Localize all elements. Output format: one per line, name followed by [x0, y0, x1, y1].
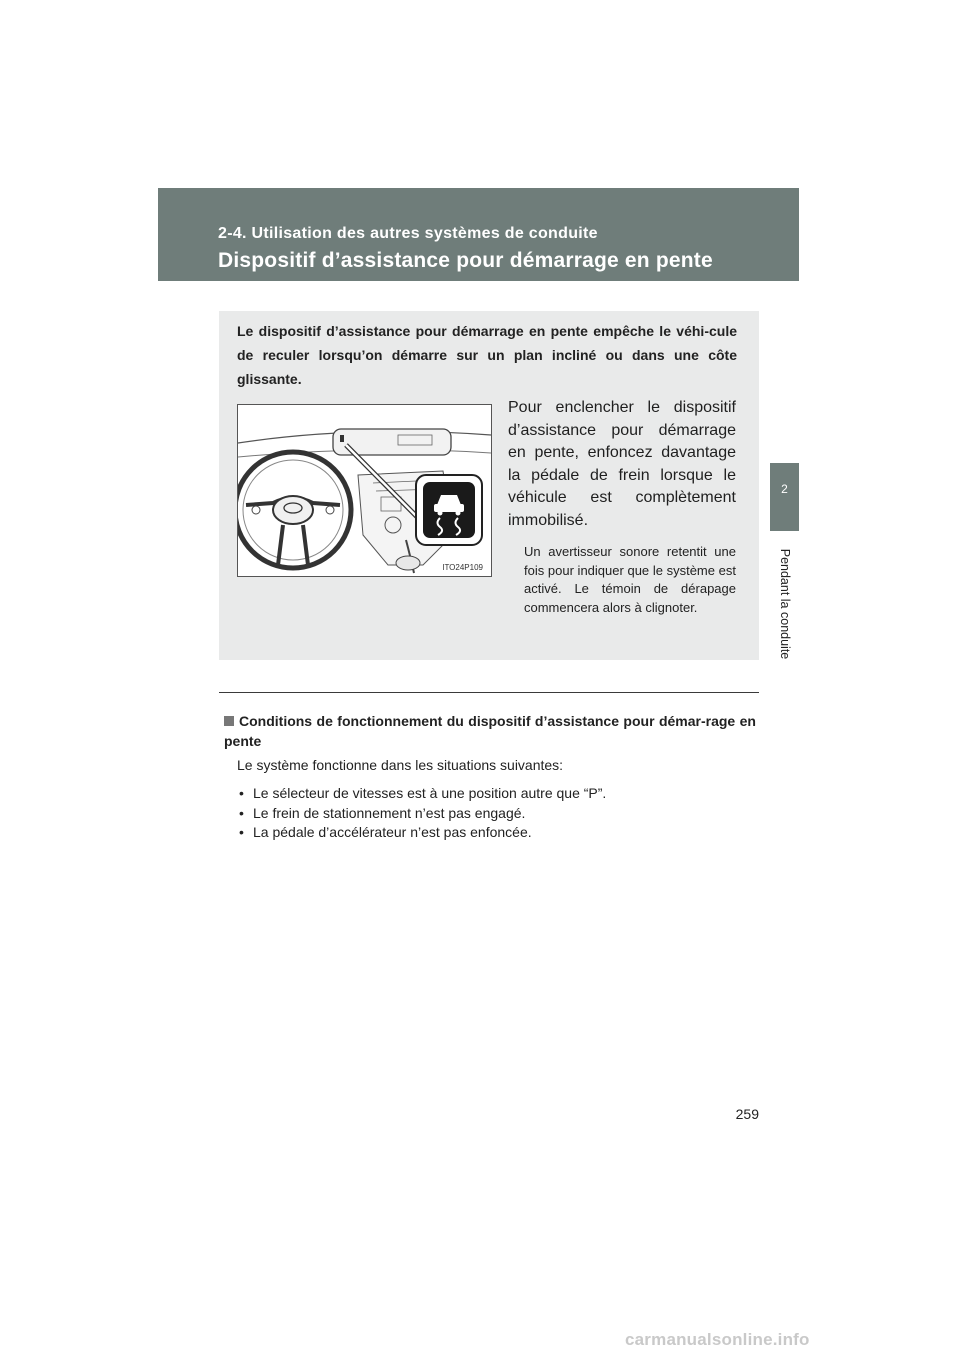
- intro-text: Le dispositif d’assistance pour démarrage en pente empêche le véhi-cule de reculer lorsqu’on démarre sur un plan incliné ou dans une côte glissante.: [237, 323, 737, 387]
- conditions-intro: Le système fonctionne dans les situations suivantes:: [237, 757, 564, 773]
- dashboard-drawing: [238, 405, 491, 576]
- dashboard-illustration: [237, 404, 492, 577]
- info-box: [219, 311, 759, 660]
- conditions-heading: [224, 711, 756, 751]
- conditions-list: [237, 784, 606, 843]
- list-item: • La pédale d’accélérateur n’est pas enfoncée.: [237, 823, 606, 843]
- chapter-header: [158, 188, 799, 281]
- chapter-tab-number: 2: [781, 482, 788, 496]
- note-text: Un avertisseur sonore retentit une fois pour indiquer que le système est activé. Le témoin de dérapage commencera alors à clignoter.: [524, 544, 736, 615]
- page-title: Dispositif d’assistance pour démarrage en pente: [218, 249, 713, 272]
- watermark: carmanualsonline.info: [625, 1330, 810, 1349]
- instruction-text: Pour enclencher le dispositif d’assistance pour démarrage en pente, enfoncez davantage la pédale de frein lorsque le véhicule est complètement immobilisé.: [508, 399, 736, 529]
- chapter-tab-label-text: Pendant la conduite: [778, 548, 792, 660]
- chapter-tab[interactable]: [770, 463, 799, 531]
- illustration-code: ITO24P109: [442, 563, 483, 572]
- square-bullet-icon: [224, 716, 234, 726]
- section-label: 2-4. Utilisation des autres systèmes de conduite: [218, 225, 598, 242]
- section-divider: [219, 692, 759, 693]
- list-item: • Le sélecteur de vitesses est à une position autre que “P”.: [237, 784, 606, 804]
- conditions-heading-text: Conditions de fonctionnement du dispositif d’assistance pour démar-rage en pente: [224, 713, 756, 749]
- list-item: • Le frein de stationnement n’est pas engagé.: [237, 804, 606, 824]
- page-number: 259: [735, 1106, 759, 1122]
- chapter-tab-label: [773, 536, 797, 672]
